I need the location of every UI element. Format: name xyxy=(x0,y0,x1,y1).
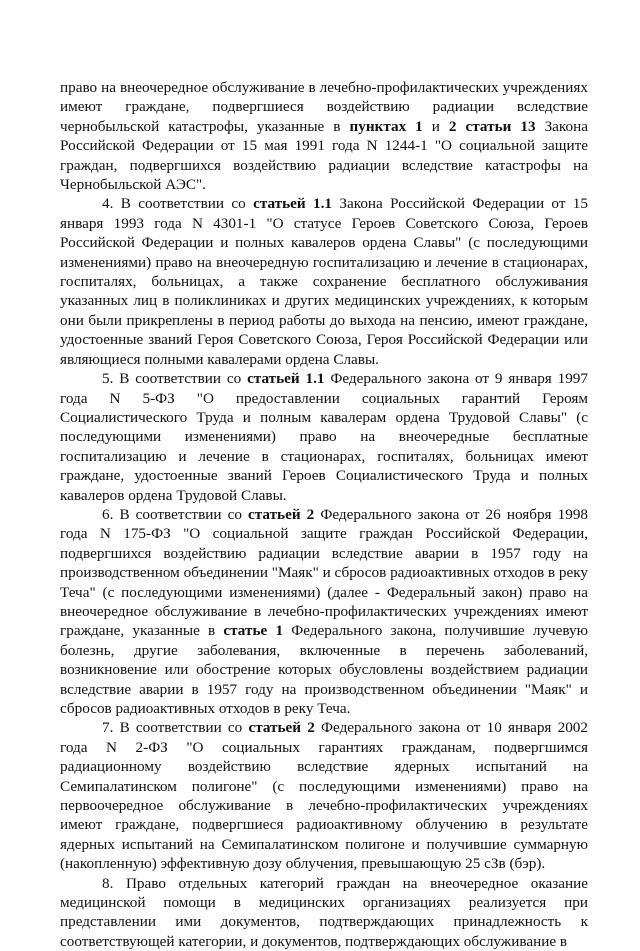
law-reference-link[interactable]: статьей 2 xyxy=(248,505,315,523)
paragraph-item-8 xyxy=(60,874,588,951)
text-segment: Федерального закона от 9 января 1997 года N 5-ФЗ "О предоставлении социальных гарантий Героям Социалистического Труда и полным кавалерам ордена Трудовой Славы" (с последующими изменениями) право на внеочередные бесплатные госпитализацию и лечение в стационарах, госпиталях, больницах имеют граждане, удостоенные званий Героев Социалистического Труда и полных кавалеров ордена Трудовой Славы. xyxy=(60,370,588,504)
law-reference-link[interactable]: статье 1 xyxy=(223,622,284,640)
text-segment: 6. В соответствии со xyxy=(102,505,248,523)
document-page xyxy=(60,78,588,951)
paragraph-item-5 xyxy=(60,369,588,505)
law-reference-link[interactable]: статьей 2 xyxy=(248,719,315,737)
text-segment: Федерального закона от 26 ноября 1998 года N 175-ФЗ "О социальной защите граждан Российской Федерации, подвергшихся воздействию радиации вследствие аварии в 1957 году на производственном объединении "Маяк" и сбросов радиоактивных отходов в реку Теча" (с последующими изменениями) (далее - Федеральный закон) право на внеочередное обслуживание в лечебно-профилактических учреждениях имеют граждане, указанные в xyxy=(60,505,589,640)
text-segment: 7. В соответствии со xyxy=(102,719,249,737)
text-segment: 5. В соответствии со xyxy=(102,370,248,388)
paragraph-continuation xyxy=(60,78,588,194)
paragraph-item-4 xyxy=(60,194,588,369)
law-reference-link[interactable]: 2 статьи 13 xyxy=(448,117,536,135)
text-segment: 8. Право отдельных категорий граждан на внеочередное оказание медицинской помощи в медицинских организациях реализуется при представлении ими документов, подтверждающих принадлежность к соответствующей категории, и документов, подтверждающих обслуживание в xyxy=(60,874,588,950)
paragraph-item-6 xyxy=(60,505,588,718)
law-reference-link[interactable]: статьей 1.1 xyxy=(247,370,325,388)
text-segment: Федерального закона, получившие лучевую болезнь, другие заболевания, включенные в перечень заболеваний, возникновение или обострение которых обусловлены воздействием радиации вследствие аварии в 1957 году на производственном объединении "Маяк" и сбросов радиоактивных отходов в реку Теча. xyxy=(60,622,588,717)
text-segment: Федерального закона от 10 января 2002 года N 2-ФЗ "О социальных гарантиях гражданам, подвергшимся радиационному воздействию вследствие ядерных испытаний на Семипалатинском полигоне" (с последующими изменениями) право на первоочередное обслуживание в лечебно-профилактических учреждениях имеют граждане, подвергшиеся радиоактивному облучению в результате ядерных испытаний на Семипалатинском полигоне и получившие суммарную (накопленную) эффективную дозу облучения, превышающую 25 сЗв (бэр). xyxy=(60,719,588,873)
paragraph-item-7 xyxy=(60,718,588,873)
text-segment: 4. В соответствии со xyxy=(102,195,254,213)
text-segment: и xyxy=(422,117,449,135)
text-segment: право на внеочередное обслуживание в лечебно-профилактических учреждениях имеют граждане, подвергшиеся воздействию радиации вследствие чернобыльской катастрофы, указанные в xyxy=(60,79,588,135)
law-reference-link[interactable]: пунктах 1 xyxy=(349,117,423,135)
text-segment: Закона Российской Федерации от 15 января 1993 года N 4301-1 "О статусе Героев Советского Союза, Героев Российской Федерации и полных кавалеров ордена Славы" (с последующими изменениями) право на внеочередную госпитализацию и лечение в стационарах, госпиталях, больницах, а также сохранение бесплатного обслуживания указанных лиц в поликлиниках и других медицинских учреждениях, к которым они были прикреплены в период работы до выхода на пенсию, имеют граждане, удостоенные званий Героя Советского Союза, Героя Российской Федерации или являющиеся полными кавалерами ордена Славы. xyxy=(60,195,588,368)
text-segment: Закона Российской Федерации от 15 мая 1991 года N 1244-1 "О социальной защите граждан, подвергшихся воздействию радиации вследствие катастрофы на Чернобыльской АЭС". xyxy=(60,117,588,194)
law-reference-link[interactable]: статьей 1.1 xyxy=(253,195,333,213)
